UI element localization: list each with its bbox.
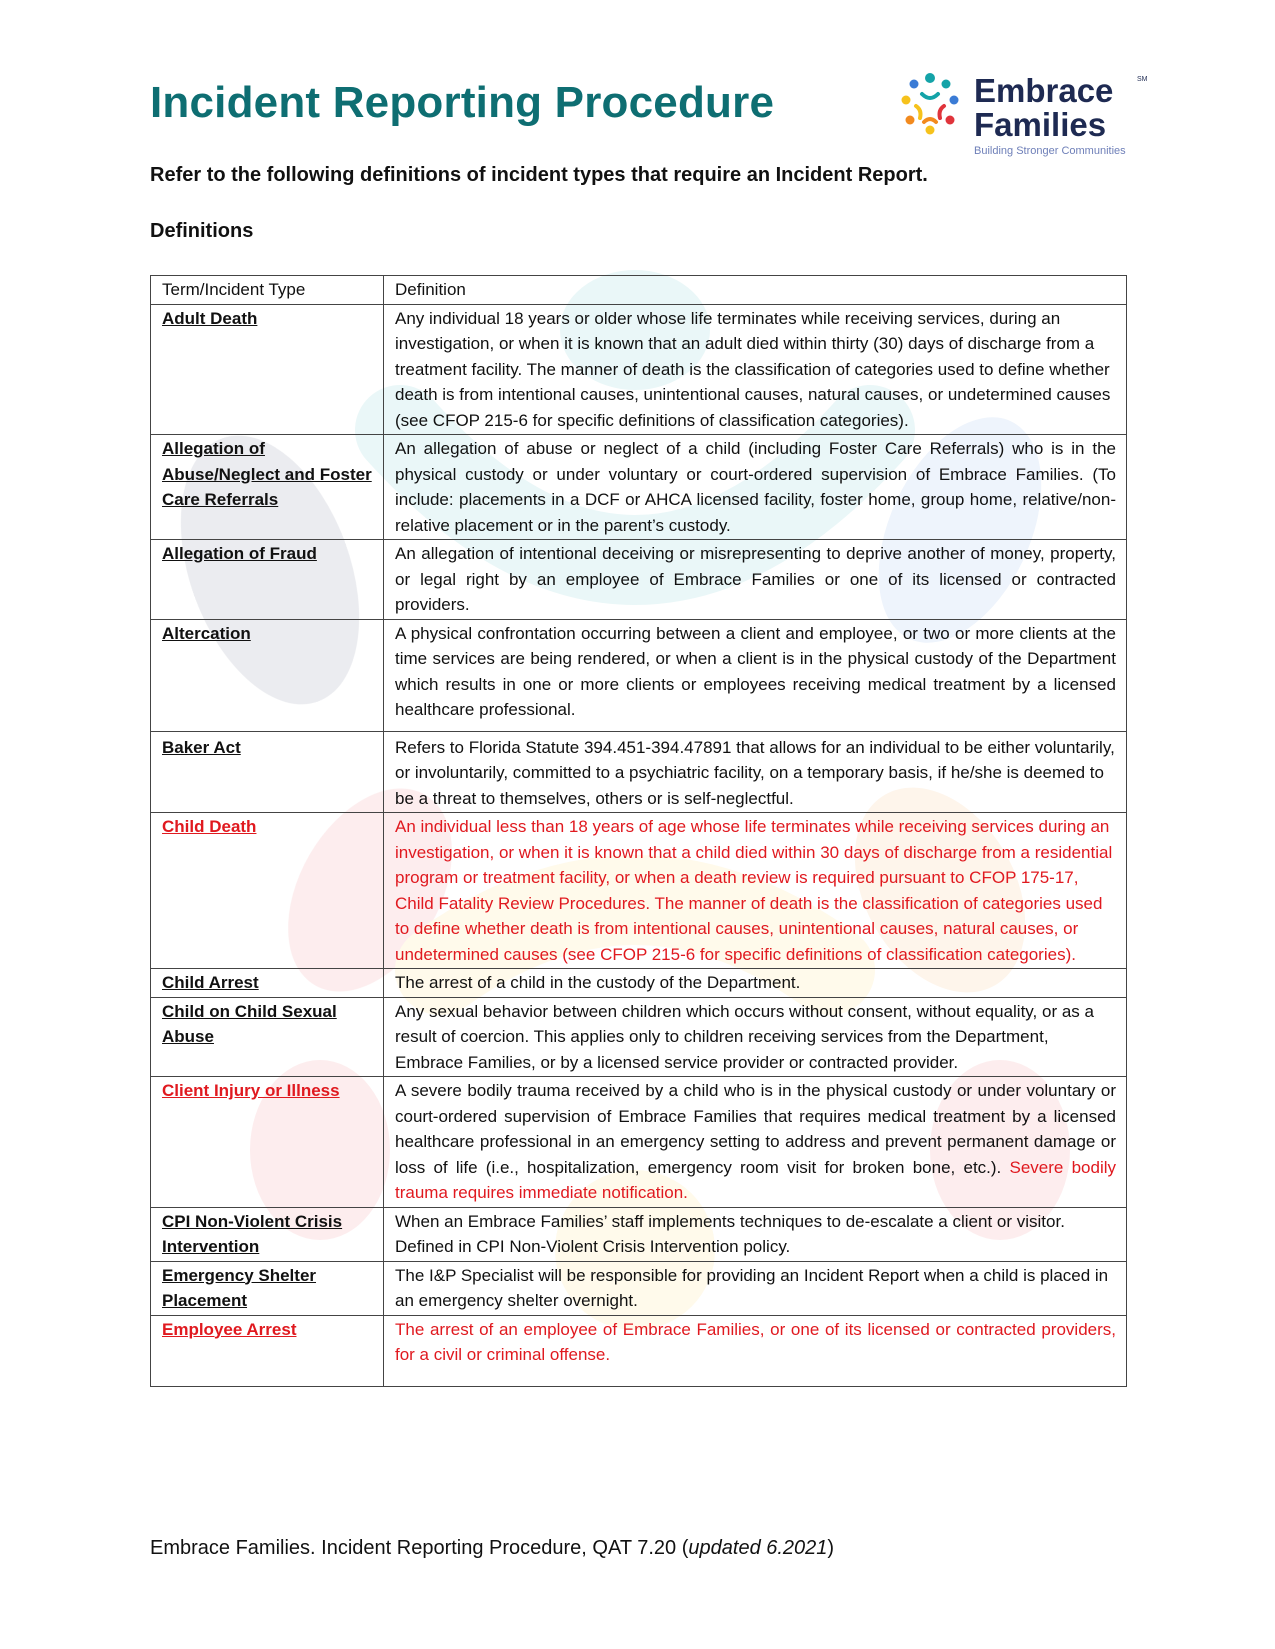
footer-updated: updated 6.2021	[688, 1537, 828, 1559]
term-allegation-fraud: Allegation of Fraud	[162, 544, 317, 563]
definition-client-injury-illness	[395, 1078, 1116, 1206]
definition-client-injury-text: A severe bodily trauma received by a child who is in the physical custody or under voluntary or court-ordered supervision of Embrace Families that requires medical treatment by a licensed healthcare professional in an emergency setting to address and prevent permanent damage or loss of life (i.e., hospitalization, emergency room visit for broken bone, etc.).	[395, 1081, 1116, 1177]
table-row	[151, 1261, 1127, 1315]
definition-altercation: A physical confrontation occurring between a client and employee, or two or more clients at the time services are being rendered, or when a client is in the physical custody of the Department which results in one or more clients or employees receiving medical treatment by a licensed healthcare professional.	[395, 623, 1116, 719]
intro-text: Refer to the following definitions of incident types that require an Incident Report.	[150, 164, 928, 186]
footer-close: )	[827, 1537, 835, 1559]
table-row	[151, 304, 1127, 435]
table-row	[151, 813, 1127, 969]
term-employee-arrest: Employee Arrest	[162, 1319, 297, 1339]
table-row	[151, 540, 1127, 620]
logo-mark-icon	[900, 72, 960, 142]
table-header-row	[151, 276, 1127, 305]
page-footer	[150, 1537, 834, 1560]
term-child-arrest: Child Arrest	[162, 973, 259, 992]
column-header-definition: Definition	[384, 276, 1127, 305]
definition-child-death: An individual less than 18 years of age whose life terminates while receiving services during an investigation, or when it is known that a child died within 30 days of discharge from a residential program or treatment facility, or when a death review is required pursuant to CFOP 175-17, Child Fatality Review Procedures. The manner of death is the classification of categories used to define whether death is from intentional causes, unintentional causes, natural causes, or undetermined causes (see CFOP 215-6 for specific definitions of classification categories).	[395, 817, 1113, 964]
term-allegation-abuse-neglect: Allegation of Abuse/Neglect and Foster Care Referrals	[162, 439, 372, 509]
definition-baker-act: Refers to Florida Statute 394.451-394.47891 that allows for an individual to be either voluntarily, or involuntarily, committed to a psychiatric facility, on a temporary basis, if he/she is deemed to be a threat to themselves, others or is self-neglectful.	[395, 737, 1115, 808]
term-child-death: Child Death	[162, 817, 257, 836]
definition-employee-arrest: The arrest of an employee of Embrace Families, or one of its licensed or contracted providers, for a civil or criminal offense.	[395, 1319, 1116, 1364]
footer-text: Embrace Families. Incident Reporting Procedure, QAT 7.20 (	[150, 1537, 689, 1559]
definition-cpi-crisis-intervention: When an Embrace Families’ staff implements techniques to de-escalate a client or visitor. Defined in CPI Non-Violent Crisis Intervention policy.	[395, 1211, 1065, 1256]
definition-adult-death: Any individual 18 years or older whose life terminates while receiving services, during an investigation, or when it is known that an adult died within thirty (30) days of discharge from a treatment facility. The manner of death is the classification of categories used to define whether death is from intentional causes, unintentional causes, natural causes, or undetermined causes (see CFOP 215-6 for specific definitions of classification categories).	[395, 308, 1111, 430]
term-cpi-crisis-intervention: CPI Non-Violent Crisis Intervention	[162, 1211, 343, 1256]
term-child-on-child-sexual-abuse: Child on Child Sexual Abuse	[162, 1001, 337, 1046]
definition-emergency-shelter-placement: The I&P Specialist will be responsible for providing an Incident Report when a child is placed in an emergency shelter overnight.	[395, 1265, 1109, 1310]
column-header-term: Term/Incident Type	[151, 276, 384, 305]
definitions-heading: Definitions	[150, 220, 254, 242]
table-row	[151, 731, 1127, 813]
definition-child-arrest: The arrest of a child in the custody of the Department.	[395, 973, 801, 992]
table-row	[151, 1077, 1127, 1208]
definition-client-injury-note: Severe bodily trauma requires immediate notification.	[395, 1157, 1116, 1202]
term-altercation: Altercation	[162, 623, 251, 643]
term-baker-act: Baker Act	[162, 737, 241, 757]
embrace-families-logo	[900, 72, 1160, 162]
definition-child-on-child-sexual-abuse: Any sexual behavior between children which occurs without consent, without equality, or as a result of coercion. This applies only to children receiving services from the Department, Embrace Families, or by a licensed service provider or contracted provider.	[395, 1001, 1094, 1072]
table-row	[151, 619, 1127, 731]
logo-word-embrace: Embrace	[974, 72, 1114, 109]
term-client-injury-illness: Client Injury or Illness	[162, 1081, 340, 1100]
page-title: Incident Reporting Procedure	[150, 78, 775, 127]
term-emergency-shelter-placement: Emergency Shelter Placement	[162, 1265, 317, 1310]
table-row	[151, 997, 1127, 1077]
table-row	[151, 969, 1127, 998]
definition-allegation-abuse-neglect: An allegation of abuse or neglect of a child (including Foster Care Referrals) who is in the physical custody or under voluntary or court-ordered supervision of Embrace Families. (To include: placements in a DCF or AHCA licensed facility, foster home, group home, relative/non-relative placement or in the parent’s custody.	[395, 439, 1116, 535]
table-row	[151, 1315, 1127, 1386]
definition-allegation-fraud: An allegation of intentional deceiving or misrepresenting to deprive another of money, property, or legal right by an employee of Embrace Families or one of its licensed or contracted providers.	[395, 544, 1116, 614]
table-row	[151, 435, 1127, 540]
table-row	[151, 1207, 1127, 1261]
definitions-table	[150, 275, 1127, 1387]
logo-tagline: Building Stronger Communities	[974, 145, 1126, 157]
logo-word-families: Families	[974, 106, 1107, 143]
logo-service-mark: SM	[1137, 76, 1148, 83]
term-adult-death: Adult Death	[162, 308, 258, 328]
